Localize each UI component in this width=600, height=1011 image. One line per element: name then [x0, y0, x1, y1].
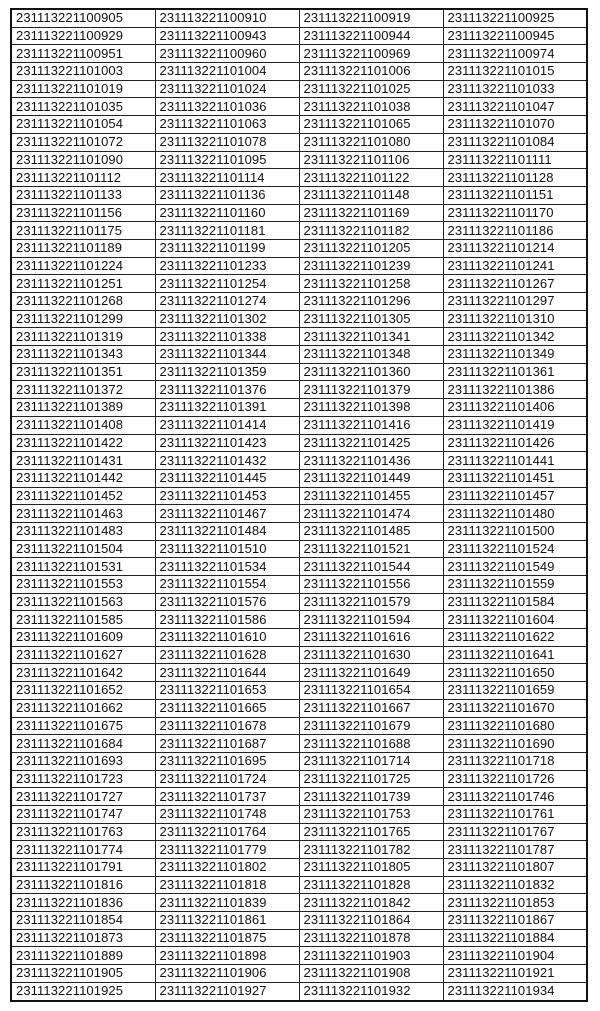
- table-cell: 231113221101457: [443, 487, 587, 505]
- table-row: [11, 699, 587, 717]
- table-cell: 231113221101585: [11, 611, 155, 629]
- table-cell: 231113221101047: [443, 98, 587, 116]
- table-cell: 231113221101065: [299, 116, 443, 134]
- table-cell: 231113221101436: [299, 452, 443, 470]
- table-cell: 231113221101025: [299, 80, 443, 98]
- table-cell: 231113221101748: [155, 805, 299, 823]
- table-cell: 231113221101414: [155, 416, 299, 434]
- table-cell: 231113221101024: [155, 80, 299, 98]
- table-row: [11, 452, 587, 470]
- table-row: [11, 275, 587, 293]
- table-cell: 231113221101553: [11, 576, 155, 594]
- table-cell: 231113221101033: [443, 80, 587, 98]
- table-cell: 231113221101667: [299, 699, 443, 717]
- table-cell: 231113221101133: [11, 186, 155, 204]
- table-cell: 231113221101233: [155, 257, 299, 275]
- table-cell: 231113221101441: [443, 452, 587, 470]
- table-row: [11, 929, 587, 947]
- table-row: [11, 682, 587, 700]
- number-table-body: [11, 9, 587, 1001]
- table-cell: 231113221101903: [299, 947, 443, 965]
- table-row: [11, 982, 587, 1000]
- table-cell: 231113221101006: [299, 63, 443, 81]
- table-cell: 231113221101148: [299, 186, 443, 204]
- table-cell: 231113221101258: [299, 275, 443, 293]
- table-row: [11, 947, 587, 965]
- table-cell: 231113221101170: [443, 204, 587, 222]
- table-cell: 231113221101084: [443, 133, 587, 151]
- table-cell: 231113221101078: [155, 133, 299, 151]
- table-row: [11, 133, 587, 151]
- table-cell: 231113221101739: [299, 788, 443, 806]
- table-cell: 231113221101214: [443, 239, 587, 257]
- table-cell: 231113221101452: [11, 487, 155, 505]
- table-cell: 231113221101305: [299, 310, 443, 328]
- table-cell: 231113221101726: [443, 770, 587, 788]
- table-cell: 231113221101038: [299, 98, 443, 116]
- table-cell: 231113221101774: [11, 841, 155, 859]
- table-cell: 231113221101908: [299, 965, 443, 983]
- table-row: [11, 222, 587, 240]
- table-cell: 231113221101524: [443, 540, 587, 558]
- table-row: [11, 151, 587, 169]
- table-cell: 231113221101251: [11, 275, 155, 293]
- table-cell: 231113221100944: [299, 27, 443, 45]
- table-cell: 231113221101349: [443, 346, 587, 364]
- table-cell: 231113221101432: [155, 452, 299, 470]
- table-cell: 231113221101737: [155, 788, 299, 806]
- table-cell: 231113221101586: [155, 611, 299, 629]
- table-cell: 231113221101630: [299, 646, 443, 664]
- table-cell: 231113221101690: [443, 735, 587, 753]
- table-cell: 231113221101319: [11, 328, 155, 346]
- table-cell: 231113221101449: [299, 469, 443, 487]
- table-row: [11, 823, 587, 841]
- table-cell: 231113221101642: [11, 664, 155, 682]
- table-cell: 231113221101675: [11, 717, 155, 735]
- table-cell: 231113221101111: [443, 151, 587, 169]
- table-cell: 231113221101684: [11, 735, 155, 753]
- table-cell: 231113221101070: [443, 116, 587, 134]
- table-cell: 231113221101861: [155, 912, 299, 930]
- table-row: [11, 257, 587, 275]
- table-row: [11, 328, 587, 346]
- table-row: [11, 664, 587, 682]
- table-cell: 231113221101906: [155, 965, 299, 983]
- table-cell: 231113221101351: [11, 363, 155, 381]
- table-cell: 231113221101122: [299, 169, 443, 187]
- table-cell: 231113221101761: [443, 805, 587, 823]
- table-cell: 231113221101723: [11, 770, 155, 788]
- table-cell: 231113221101455: [299, 487, 443, 505]
- table-cell: 231113221101015: [443, 63, 587, 81]
- table-cell: 231113221101693: [11, 752, 155, 770]
- table-cell: 231113221101112: [11, 169, 155, 187]
- table-cell: 231113221101360: [299, 363, 443, 381]
- table-cell: 231113221101480: [443, 505, 587, 523]
- table-cell: 231113221101764: [155, 823, 299, 841]
- table-cell: 231113221101765: [299, 823, 443, 841]
- table-cell: 231113221101510: [155, 540, 299, 558]
- table-cell: 231113221100925: [443, 9, 587, 27]
- table-cell: 231113221101080: [299, 133, 443, 151]
- table-cell: 231113221101090: [11, 151, 155, 169]
- table-cell: 231113221101254: [155, 275, 299, 293]
- table-row: [11, 629, 587, 647]
- table-cell: 231113221101310: [443, 310, 587, 328]
- table-row: [11, 239, 587, 257]
- table-cell: 231113221101727: [11, 788, 155, 806]
- table-cell: 231113221101445: [155, 469, 299, 487]
- table-cell: 231113221101925: [11, 982, 155, 1000]
- table-cell: 231113221101205: [299, 239, 443, 257]
- table-cell: 231113221101019: [11, 80, 155, 98]
- table-cell: 231113221101641: [443, 646, 587, 664]
- table-cell: 231113221101391: [155, 399, 299, 417]
- table-cell: 231113221101921: [443, 965, 587, 983]
- table-row: [11, 894, 587, 912]
- table-cell: 231113221100919: [299, 9, 443, 27]
- table-cell: 231113221101467: [155, 505, 299, 523]
- table-cell: 231113221101063: [155, 116, 299, 134]
- table-cell: 231113221101372: [11, 381, 155, 399]
- table-cell: 231113221101787: [443, 841, 587, 859]
- table-row: [11, 310, 587, 328]
- table-cell: 231113221101296: [299, 293, 443, 311]
- table-cell: 231113221100945: [443, 27, 587, 45]
- table-cell: 231113221101422: [11, 434, 155, 452]
- table-cell: 231113221101659: [443, 682, 587, 700]
- table-row: [11, 363, 587, 381]
- table-cell: 231113221101426: [443, 434, 587, 452]
- table-cell: 231113221101687: [155, 735, 299, 753]
- table-cell: 231113221101791: [11, 859, 155, 877]
- table-cell: 231113221101114: [155, 169, 299, 187]
- table-row: [11, 487, 587, 505]
- table-row: [11, 735, 587, 753]
- table-cell: 231113221101500: [443, 522, 587, 540]
- table-cell: 231113221101679: [299, 717, 443, 735]
- table-cell: 231113221101398: [299, 399, 443, 417]
- table-cell: 231113221101839: [155, 894, 299, 912]
- table-cell: 231113221101652: [11, 682, 155, 700]
- table-cell: 231113221101341: [299, 328, 443, 346]
- table-cell: 231113221101485: [299, 522, 443, 540]
- table-cell: 231113221101359: [155, 363, 299, 381]
- table-row: [11, 186, 587, 204]
- table-cell: 231113221101268: [11, 293, 155, 311]
- number-table: [10, 8, 588, 1002]
- table-cell: 231113221101665: [155, 699, 299, 717]
- table-cell: 231113221101867: [443, 912, 587, 930]
- table-row: [11, 204, 587, 222]
- table-cell: 231113221101389: [11, 399, 155, 417]
- table-cell: 231113221101521: [299, 540, 443, 558]
- table-cell: 231113221101241: [443, 257, 587, 275]
- table-cell: 231113221100943: [155, 27, 299, 45]
- table-cell: 231113221101884: [443, 929, 587, 947]
- table-cell: 231113221101842: [299, 894, 443, 912]
- table-cell: 231113221101725: [299, 770, 443, 788]
- table-cell: 231113221101932: [299, 982, 443, 1000]
- table-cell: 231113221101627: [11, 646, 155, 664]
- table-row: [11, 98, 587, 116]
- table-row: [11, 293, 587, 311]
- table-cell: 231113221101853: [443, 894, 587, 912]
- table-cell: 231113221101576: [155, 593, 299, 611]
- document-page: [10, 8, 586, 1002]
- table-cell: 231113221101695: [155, 752, 299, 770]
- table-row: [11, 469, 587, 487]
- table-cell: 231113221100910: [155, 9, 299, 27]
- table-cell: 231113221101302: [155, 310, 299, 328]
- table-cell: 231113221101151: [443, 186, 587, 204]
- table-cell: 231113221100905: [11, 9, 155, 27]
- table-cell: 231113221101474: [299, 505, 443, 523]
- table-cell: 231113221101678: [155, 717, 299, 735]
- table-row: [11, 169, 587, 187]
- table-cell: 231113221101484: [155, 522, 299, 540]
- table-cell: 231113221101003: [11, 63, 155, 81]
- table-cell: 231113221101224: [11, 257, 155, 275]
- table-cell: 231113221101767: [443, 823, 587, 841]
- table-cell: 231113221101297: [443, 293, 587, 311]
- table-cell: 231113221101408: [11, 416, 155, 434]
- table-cell: 231113221101782: [299, 841, 443, 859]
- table-cell: 231113221101379: [299, 381, 443, 399]
- table-row: [11, 9, 587, 27]
- table-cell: 231113221101816: [11, 876, 155, 894]
- table-cell: 231113221101779: [155, 841, 299, 859]
- table-cell: 231113221101905: [11, 965, 155, 983]
- table-cell: 231113221101095: [155, 151, 299, 169]
- table-cell: 231113221101160: [155, 204, 299, 222]
- table-row: [11, 805, 587, 823]
- table-cell: 231113221101836: [11, 894, 155, 912]
- table-cell: 231113221101175: [11, 222, 155, 240]
- table-cell: 231113221101431: [11, 452, 155, 470]
- table-cell: 231113221101376: [155, 381, 299, 399]
- table-cell: 231113221101406: [443, 399, 587, 417]
- table-row: [11, 63, 587, 81]
- table-row: [11, 611, 587, 629]
- table-cell: 231113221101549: [443, 558, 587, 576]
- table-cell: 231113221101559: [443, 576, 587, 594]
- table-cell: 231113221101416: [299, 416, 443, 434]
- table-cell: 231113221101688: [299, 735, 443, 753]
- table-cell: 231113221101854: [11, 912, 155, 930]
- table-cell: 231113221101534: [155, 558, 299, 576]
- table-row: [11, 593, 587, 611]
- table-cell: 231113221101609: [11, 629, 155, 647]
- table-row: [11, 45, 587, 63]
- table-cell: 231113221101453: [155, 487, 299, 505]
- table-cell: 231113221101805: [299, 859, 443, 877]
- table-cell: 231113221101072: [11, 133, 155, 151]
- table-cell: 231113221101616: [299, 629, 443, 647]
- table-cell: 231113221101054: [11, 116, 155, 134]
- table-row: [11, 912, 587, 930]
- table-cell: 231113221101128: [443, 169, 587, 187]
- table-cell: 231113221101156: [11, 204, 155, 222]
- table-row: [11, 788, 587, 806]
- table-cell: 231113221101451: [443, 469, 587, 487]
- table-cell: 231113221101807: [443, 859, 587, 877]
- table-row: [11, 558, 587, 576]
- table-cell: 231113221101136: [155, 186, 299, 204]
- table-row: [11, 522, 587, 540]
- table-cell: 231113221101670: [443, 699, 587, 717]
- table-cell: 231113221101650: [443, 664, 587, 682]
- table-cell: 231113221101622: [443, 629, 587, 647]
- table-cell: 231113221101878: [299, 929, 443, 947]
- table-cell: 231113221101344: [155, 346, 299, 364]
- table-cell: 231113221101348: [299, 346, 443, 364]
- table-row: [11, 540, 587, 558]
- table-cell: 231113221100929: [11, 27, 155, 45]
- table-cell: 231113221101182: [299, 222, 443, 240]
- table-cell: 231113221101419: [443, 416, 587, 434]
- table-cell: 231113221101927: [155, 982, 299, 1000]
- table-cell: 231113221101036: [155, 98, 299, 116]
- table-row: [11, 876, 587, 894]
- table-cell: 231113221101531: [11, 558, 155, 576]
- table-cell: 231113221101747: [11, 805, 155, 823]
- table-cell: 231113221101267: [443, 275, 587, 293]
- table-row: [11, 27, 587, 45]
- table-cell: 231113221101649: [299, 664, 443, 682]
- table-cell: 231113221100974: [443, 45, 587, 63]
- table-cell: 231113221101423: [155, 434, 299, 452]
- table-cell: 231113221101873: [11, 929, 155, 947]
- table-cell: 231113221101746: [443, 788, 587, 806]
- table-row: [11, 717, 587, 735]
- table-cell: 231113221101274: [155, 293, 299, 311]
- table-cell: 231113221101828: [299, 876, 443, 894]
- table-cell: 231113221101199: [155, 239, 299, 257]
- table-cell: 231113221101004: [155, 63, 299, 81]
- table-cell: 231113221101239: [299, 257, 443, 275]
- table-cell: 231113221101338: [155, 328, 299, 346]
- table-row: [11, 752, 587, 770]
- table-cell: 231113221101714: [299, 752, 443, 770]
- table-cell: 231113221101425: [299, 434, 443, 452]
- table-row: [11, 346, 587, 364]
- table-row: [11, 965, 587, 983]
- table-cell: 231113221101361: [443, 363, 587, 381]
- table-cell: 231113221101169: [299, 204, 443, 222]
- table-cell: 231113221101818: [155, 876, 299, 894]
- table-row: [11, 434, 587, 452]
- table-cell: 231113221101035: [11, 98, 155, 116]
- table-cell: 231113221101463: [11, 505, 155, 523]
- table-cell: 231113221101802: [155, 859, 299, 877]
- table-cell: 231113221101889: [11, 947, 155, 965]
- table-row: [11, 841, 587, 859]
- table-cell: 231113221101628: [155, 646, 299, 664]
- table-cell: 231113221101342: [443, 328, 587, 346]
- table-cell: 231113221101563: [11, 593, 155, 611]
- table-row: [11, 116, 587, 134]
- table-cell: 231113221100951: [11, 45, 155, 63]
- table-cell: 231113221100969: [299, 45, 443, 63]
- table-cell: 231113221101904: [443, 947, 587, 965]
- table-cell: 231113221101753: [299, 805, 443, 823]
- table-row: [11, 381, 587, 399]
- table-cell: 231113221101106: [299, 151, 443, 169]
- table-cell: 231113221101594: [299, 611, 443, 629]
- table-row: [11, 80, 587, 98]
- table-cell: 231113221101189: [11, 239, 155, 257]
- table-row: [11, 576, 587, 594]
- table-cell: 231113221101442: [11, 469, 155, 487]
- table-cell: 231113221101610: [155, 629, 299, 647]
- table-cell: 231113221101718: [443, 752, 587, 770]
- table-cell: 231113221101680: [443, 717, 587, 735]
- table-row: [11, 770, 587, 788]
- table-cell: 231113221101554: [155, 576, 299, 594]
- table-cell: 231113221101604: [443, 611, 587, 629]
- table-cell: 231113221101584: [443, 593, 587, 611]
- table-cell: 231113221101556: [299, 576, 443, 594]
- table-cell: 231113221100960: [155, 45, 299, 63]
- table-cell: 231113221101644: [155, 664, 299, 682]
- table-cell: 231113221101864: [299, 912, 443, 930]
- table-cell: 231113221101386: [443, 381, 587, 399]
- table-cell: 231113221101763: [11, 823, 155, 841]
- table-cell: 231113221101653: [155, 682, 299, 700]
- table-cell: 231113221101343: [11, 346, 155, 364]
- table-row: [11, 399, 587, 417]
- table-cell: 231113221101934: [443, 982, 587, 1000]
- table-row: [11, 859, 587, 877]
- table-cell: 231113221101875: [155, 929, 299, 947]
- table-row: [11, 505, 587, 523]
- table-cell: 231113221101544: [299, 558, 443, 576]
- table-row: [11, 416, 587, 434]
- table-cell: 231113221101181: [155, 222, 299, 240]
- table-cell: 231113221101724: [155, 770, 299, 788]
- table-cell: 231113221101186: [443, 222, 587, 240]
- table-cell: 231113221101579: [299, 593, 443, 611]
- table-cell: 231113221101299: [11, 310, 155, 328]
- table-cell: 231113221101654: [299, 682, 443, 700]
- table-cell: 231113221101483: [11, 522, 155, 540]
- table-cell: 231113221101898: [155, 947, 299, 965]
- table-cell: 231113221101832: [443, 876, 587, 894]
- table-row: [11, 646, 587, 664]
- table-cell: 231113221101662: [11, 699, 155, 717]
- table-cell: 231113221101504: [11, 540, 155, 558]
